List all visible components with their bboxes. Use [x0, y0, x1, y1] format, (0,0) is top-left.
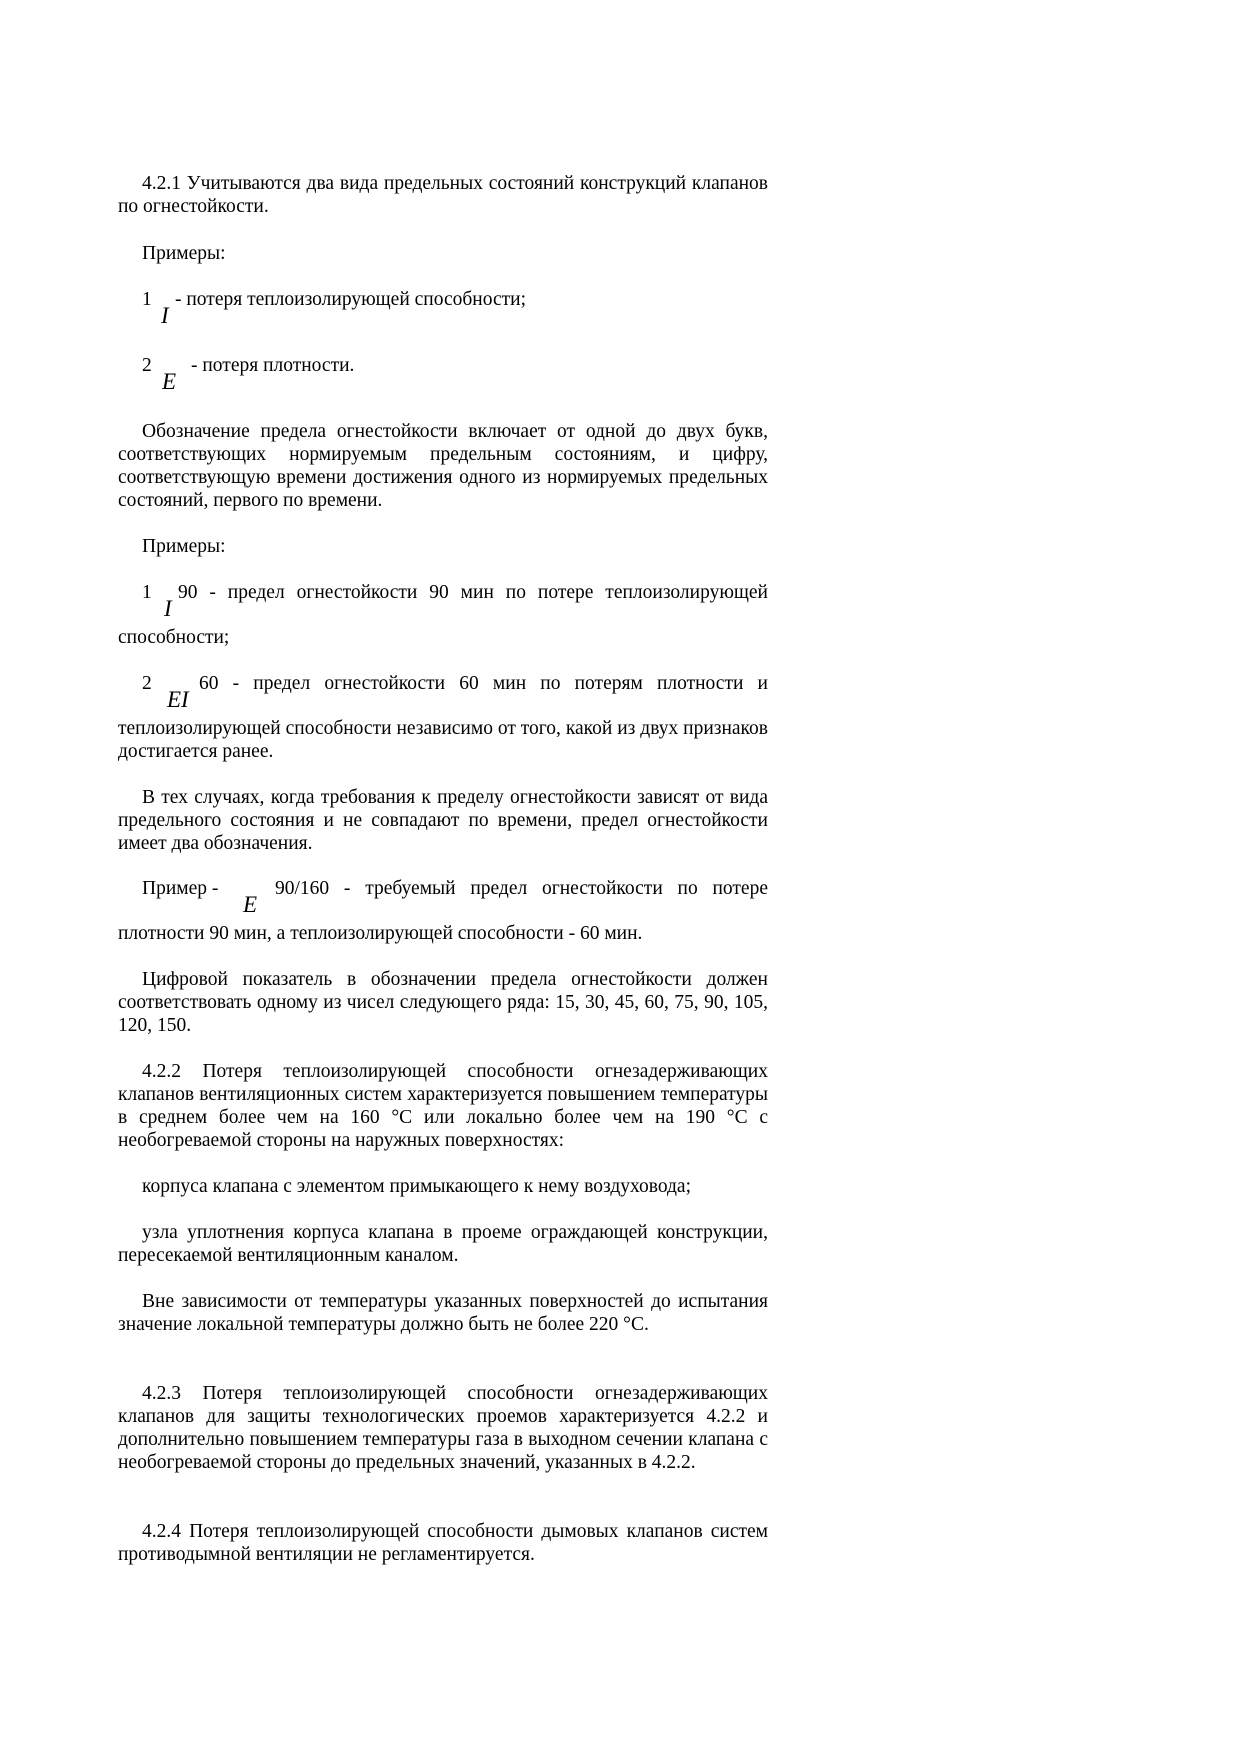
paragraph-designation: Обозначение предела огнестойкости включает от одной до двух букв, соответствующих нормируемым предельным состояниям, и цифру, соответствующую времени достижения одного из нормируемых предельных состояний, первого по времени.: [118, 421, 768, 511]
list-item-housing: корпуса клапана с элементом примыкающего к нему воздуховода;: [142, 1176, 692, 1197]
example-number: 1: [142, 582, 152, 603]
example-text-line: 90/160 - требуемый предел огнестойкости по потере: [275, 878, 768, 899]
example-number: 2: [142, 673, 152, 694]
symbol-e: E: [162, 369, 177, 394]
symbol-i: I: [164, 596, 172, 621]
paragraph-4-2-2: 4.2.2 Потеря теплоизолирующей способности огнезадерживающих клапанов вентиляционных систем характеризуется повышением температуры в среднем более чем на 160 °С или локально более чем на 190 °С с необогреваемой стороны на наружных поверхностях:: [118, 1061, 768, 1151]
paragraph-numeric-index: Цифровой показатель в обозначении предела огнестойкости должен соответствовать одному из чисел следующего ряда: 15, 30, 45, 60, 75, 90, 105, 120, 150.: [118, 969, 768, 1036]
examples-label: Примеры:: [142, 243, 226, 264]
example-text-line: 90 - предел огнестойкости 90 мин по потере теплоизолирующей: [178, 582, 768, 603]
symbol-ei: EI: [167, 687, 189, 712]
symbol-e: E: [243, 892, 258, 917]
example-text-rest: теплоизолирующей способности независимо от того, какой из двух признаков достигается ранее.: [118, 718, 768, 762]
symbol-i: I: [161, 303, 169, 328]
example-text: - потеря плотности.: [191, 355, 355, 376]
paragraph-4-2-4: 4.2.4 Потеря теплоизолирующей способности дымовых клапанов систем противодымной вентиляции не регламентируется.: [118, 1521, 768, 1565]
paragraph-4-2-3: 4.2.3 Потеря теплоизолирующей способности огнезадерживающих клапанов для защиты технологических проемов характеризуется 4.2.2 и дополнительно повышением температуры газа в выходном сечении клапана с необогреваемой стороны до предельных значений, указанных в 4.2.2.: [118, 1383, 768, 1473]
example-text: - потеря теплоизолирующей способности;: [175, 289, 526, 310]
paragraph-two-designations: В тех случаях, когда требования к пределу огнестойкости зависят от вида предельного состояния и не совпадают по времени, предел огнестойкости имеет два обозначения.: [118, 787, 768, 854]
examples-label: Примеры:: [142, 536, 226, 557]
paragraph-4-2-1: 4.2.1 Учитываются два вида предельных состояний конструкций клапанов по огнестойкости.: [118, 173, 768, 217]
example-number: 1: [142, 289, 152, 310]
paragraph-regardless: Вне зависимости от температуры указанных поверхностей до испытания значение локальной температуры должно быть не более 220 °С.: [118, 1291, 768, 1335]
example-prefix: Пример -: [142, 878, 219, 899]
example-text-line: 60 - предел огнестойкости 60 мин по потерям плотности и: [199, 673, 768, 694]
example-text-line: плотности 90 мин, а теплоизолирующей способности - 60 мин.: [118, 923, 643, 944]
example-text-line: способности;: [118, 627, 230, 648]
example-number: 2: [142, 355, 152, 376]
list-item-seal: узла уплотнения корпуса клапана в проеме ограждающей конструкции, пересекаемой вентиляционным каналом.: [118, 1222, 768, 1266]
